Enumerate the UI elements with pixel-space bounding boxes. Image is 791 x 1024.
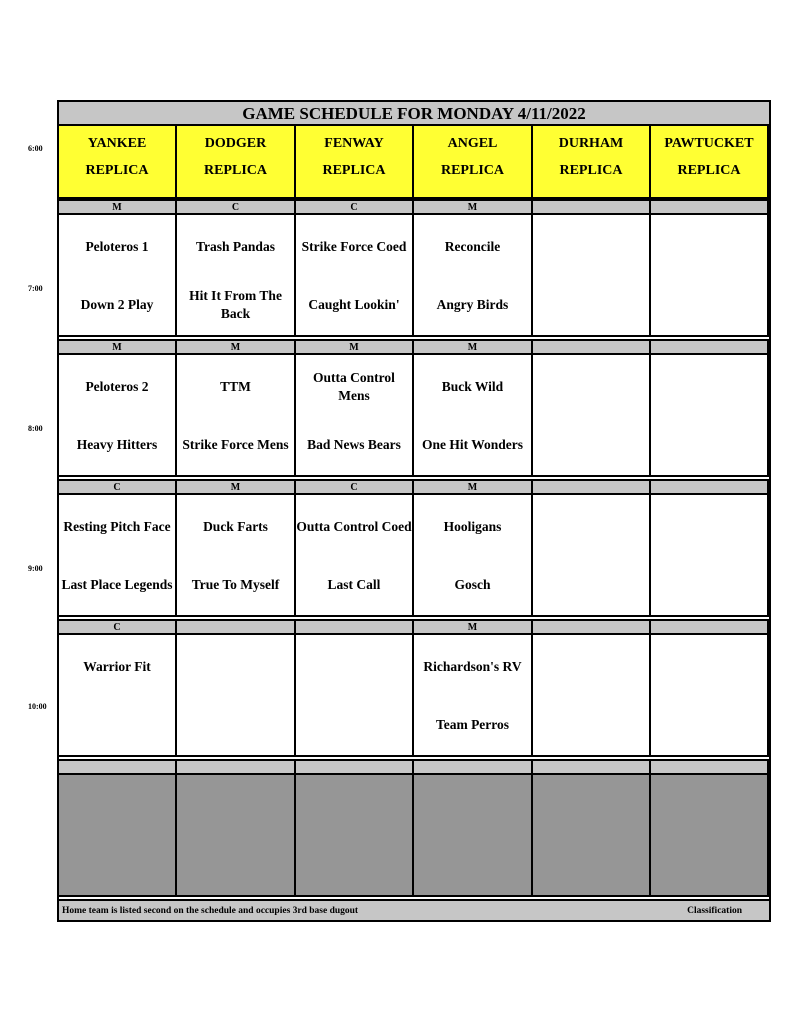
home-team: Caught Lookin': [308, 297, 400, 312]
home-team: [651, 421, 767, 469]
classification-cell: [533, 619, 651, 635]
game-cell: [651, 775, 769, 897]
visiting-team: TTM: [220, 379, 251, 394]
visiting-team: [651, 223, 767, 271]
game-cell: [59, 635, 177, 757]
home-team: [533, 841, 649, 889]
classification-cell: [177, 759, 296, 775]
home-team: True To Myself: [191, 577, 280, 592]
classification-cell: M: [414, 339, 533, 355]
visiting-team: [533, 503, 649, 551]
classification-cell: C: [177, 199, 296, 215]
game-cell: [533, 635, 651, 757]
home-team-note: Home team is listed second on the schedule and occupies 3rd base dugout: [62, 906, 359, 916]
field-header-fenway: [296, 126, 414, 199]
visiting-team: [651, 503, 767, 551]
game-cell: [59, 215, 177, 337]
visiting-team: Outta Control Coed: [296, 519, 412, 534]
classification-cell: [651, 619, 769, 635]
game-cell: [651, 215, 769, 337]
game-cell: [177, 775, 296, 897]
field-name: DODGER: [204, 136, 267, 151]
classification-cell: M: [414, 199, 533, 215]
time-label: 6:00: [28, 144, 43, 153]
home-team: [177, 701, 294, 749]
schedule-footer: [59, 899, 769, 920]
game-cell: [59, 495, 177, 617]
time-label: 10:00: [28, 702, 47, 711]
classification-cell: [59, 759, 177, 775]
classification-cell: M: [177, 479, 296, 495]
classification-cell: [296, 759, 414, 775]
field-name: DURHAM: [558, 136, 624, 151]
classification-cell: [651, 339, 769, 355]
visiting-team: Peloteros 1: [85, 239, 149, 254]
classification-cell: C: [59, 619, 177, 635]
home-team: [533, 701, 649, 749]
visiting-team: Peloteros 2: [85, 379, 149, 394]
classification-cell: [177, 619, 296, 635]
field-subtitle: REPLICA: [203, 163, 267, 178]
schedule-sheet: [57, 100, 771, 922]
field-subtitle: REPLICA: [559, 163, 623, 178]
visiting-team: Resting Pitch Face: [63, 519, 171, 534]
home-team: [533, 421, 649, 469]
home-team: Heavy Hitters: [76, 437, 158, 452]
game-cell: [177, 215, 296, 337]
game-cell: [177, 355, 296, 477]
field-header-yankee: [59, 126, 177, 199]
game-cell: [59, 355, 177, 477]
time-label: 9:00: [28, 564, 43, 573]
visiting-team: [296, 783, 412, 831]
game-cell: [651, 635, 769, 757]
game-cell: [296, 775, 414, 897]
game-cell: [533, 215, 651, 337]
game-cell: [651, 355, 769, 477]
classification-cell: [533, 479, 651, 495]
game-cell: [533, 495, 651, 617]
field-subtitle: REPLICA: [440, 163, 504, 178]
classification-cell: [533, 339, 651, 355]
game-cell: [177, 495, 296, 617]
visiting-team: [651, 643, 767, 691]
game-cell: [414, 495, 533, 617]
visiting-team: [59, 783, 175, 831]
game-cell: [651, 495, 769, 617]
home-team: One Hit Wonders: [421, 437, 523, 452]
home-team: [651, 701, 767, 749]
field-subtitle: REPLICA: [85, 163, 149, 178]
home-team: Last Place Legends: [61, 577, 173, 592]
visiting-team: [296, 643, 412, 691]
classification-cell: M: [414, 619, 533, 635]
classification-cell: M: [59, 199, 177, 215]
field-subtitle: REPLICA: [677, 163, 741, 178]
field-subtitle: REPLICA: [322, 163, 386, 178]
field-name: FENWAY: [324, 136, 384, 151]
visiting-team: [177, 783, 294, 831]
visiting-team: Outta Control Mens: [313, 370, 395, 403]
home-team: Gosch: [454, 577, 491, 592]
classification-cell: [651, 479, 769, 495]
visiting-team: [533, 223, 649, 271]
visiting-team: Richardson's RV: [423, 659, 522, 674]
time-label: 7:00: [28, 284, 43, 293]
visiting-team: [533, 363, 649, 411]
home-team: [59, 841, 175, 889]
classification-cell: [414, 759, 533, 775]
game-cell: [414, 215, 533, 337]
home-team: [59, 701, 175, 749]
field-header-dodger: [177, 126, 296, 199]
classification-cell: [651, 759, 769, 775]
home-team: [296, 701, 412, 749]
home-team: [651, 841, 767, 889]
classification-cell: C: [59, 479, 177, 495]
visiting-team: Duck Farts: [203, 519, 268, 534]
schedule-title: GAME SCHEDULE FOR MONDAY 4/11/2022: [59, 102, 769, 126]
field-header-durham: [533, 126, 651, 199]
game-cell: [296, 635, 414, 757]
home-team: [296, 841, 412, 889]
game-cell: [296, 215, 414, 337]
classification-cell: M: [296, 339, 414, 355]
field-name: YANKEE: [87, 136, 147, 151]
classification-cell: C: [296, 479, 414, 495]
game-cell: [177, 635, 296, 757]
game-cell: [533, 775, 651, 897]
classification-cell: C: [296, 199, 414, 215]
classification-cell: M: [59, 339, 177, 355]
home-team: Bad News Bears: [307, 437, 401, 452]
game-cell: [414, 775, 533, 897]
classification-cell: [533, 759, 651, 775]
home-team: Team Perros: [435, 717, 510, 732]
visiting-team: Reconcile: [444, 239, 501, 254]
classification-cell: M: [177, 339, 296, 355]
visiting-team: [651, 363, 767, 411]
field-name: ANGEL: [447, 136, 498, 151]
field-header-angel: [414, 126, 533, 199]
field-header-pawtucket: [651, 126, 769, 199]
home-team: [414, 841, 531, 889]
home-team: Angry Birds: [436, 297, 509, 312]
classification-cell: M: [414, 479, 533, 495]
classification-cell: [651, 199, 769, 215]
game-cell: [296, 495, 414, 617]
game-cell: [414, 355, 533, 477]
classification-label: Classification: [687, 906, 742, 916]
classification-cell: [533, 199, 651, 215]
field-name: PAWTUCKET: [664, 136, 754, 151]
home-team: [533, 561, 649, 609]
visiting-team: Warrior Fit: [83, 659, 151, 674]
game-cell: [533, 355, 651, 477]
classification-cell: [296, 619, 414, 635]
home-team: [651, 561, 767, 609]
visiting-team: Trash Pandas: [196, 239, 275, 254]
home-team: [651, 281, 767, 329]
home-team: Last Call: [327, 577, 381, 592]
home-team: [533, 281, 649, 329]
home-team: Strike Force Mens: [182, 437, 289, 452]
home-team: Hit It From The Back: [189, 288, 282, 321]
visiting-team: Hooligans: [443, 519, 502, 534]
home-team: Down 2 Play: [80, 297, 154, 312]
time-label: 8:00: [28, 424, 43, 433]
visiting-team: [177, 643, 294, 691]
game-cell: [414, 635, 533, 757]
game-cell: [296, 355, 414, 477]
visiting-team: [414, 783, 531, 831]
visiting-team: [533, 783, 649, 831]
visiting-team: [651, 783, 767, 831]
visiting-team: Strike Force Coed: [301, 239, 407, 254]
game-cell: [59, 775, 177, 897]
home-team: [177, 841, 294, 889]
visiting-team: Buck Wild: [441, 379, 504, 394]
visiting-team: [533, 643, 649, 691]
